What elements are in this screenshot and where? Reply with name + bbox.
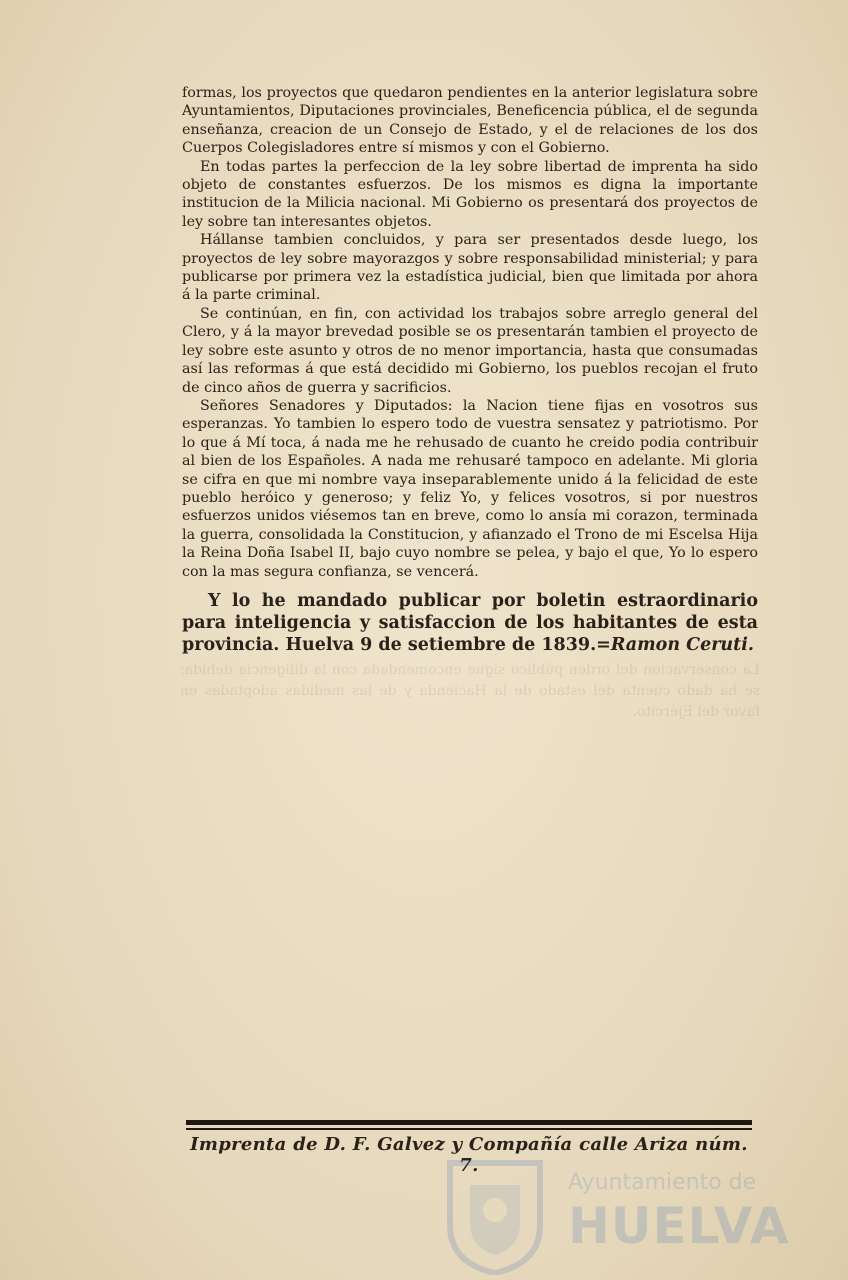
divider-thin [186,1128,752,1130]
bleed-through-text [180,660,760,1080]
signature: Ramon Ceruti. [610,635,754,655]
paragraph-5: Señores Senadores y Diputados: la Nacion tiene fijas en vosotros sus esperanzas. Yo tambien lo espero todo de vuestra sensatez y patriotismo. Por lo que á Mí toca, á nada me he rehusado de cuanto he creido podia contribuir al bien de los Españoles. A nada me rehusaré tampoco en adelante. Mi gloria se cifra en que mi nombre vaya inseparablemente unido á la felicidad de este pueblo heróico y generoso; y feliz Yo, y felices vosotros, si por nuestros esfuerzos unidos viésemos tan en breve, como lo ansía mi corazon, terminada la guerra, consolidada la Constitucion, y afianzado el Trono de mi Escelsa Hija la Reina Doña Isabel II, bajo cuyo nombre se pelea, y bajo el que, Yo lo espero con la mas segura confianza, se vencerá. [182,397,758,580]
body-text [182,84,758,581]
watermark-logo [440,1145,790,1275]
printer-imprint: Imprenta de D. F. Galvez y Compañía calle Ariza núm. 7. [190,1134,748,1176]
shield-icon [440,1155,550,1275]
paragraph-1: formas, los proyectos que quedaron pendientes en la anterior legislatura sobre Ayuntamientos, Diputaciones provinciales, Beneficencia pública, el de segunda enseñanza, creacion de un Consejo de Estado, y el de relaciones de los dos Cuerpos Colegisladores entre sí mismos y con el Gobierno. [182,85,758,157]
divider-thick [186,1120,752,1125]
paragraph-2: En todas partes la perfeccion de la ley sobre libertad de imprenta ha sido objeto de constantes esfuerzos. De los mismos es digna la importante institucion de la Milicia nacional. Mi Gobierno os presentará dos proyectos de ley sobre tan interesantes objetos. [182,158,758,230]
watermark-line2: HUELVA [568,1197,790,1255]
closing-text: Y lo he mandado publicar por boletin estraordinario para inteligencia y satisfaccion de los habitantes de esta provincia. Huelva 9 de setiembre de 1839.= [182,591,758,655]
paragraph-3: Hállanse tambien concluidos, y para ser presentados desde luego, los proyectos de ley sobre mayorazgos y sobre responsabilidad ministerial; y para publicarse por primera vez la estadística judicial, bien que limitada por ahora á la parte criminal. [182,232,758,304]
paragraph-4: Se continúan, en fin, con actividad los trabajos sobre arreglo general del Clero, y á la mayor brevedad posible se os presentarán tambien el proyecto de ley sobre este asunto y otros de no menor importancia, hasta que consumadas así las reformas á que está decidido mi Gobierno, los pueblos recojan el fruto de cinco años de guerra y sacrificios. [182,305,758,396]
closing-statement [182,590,758,656]
bleed-through-content: La conservacion del orden público sigue encomendada con la diligencia debida; se ha dado cuenta del estado de la Hacienda y de las medidas adoptadas en favor del Ejército. [180,662,760,720]
watermark-line1: Ayuntamiento de [568,1170,757,1195]
